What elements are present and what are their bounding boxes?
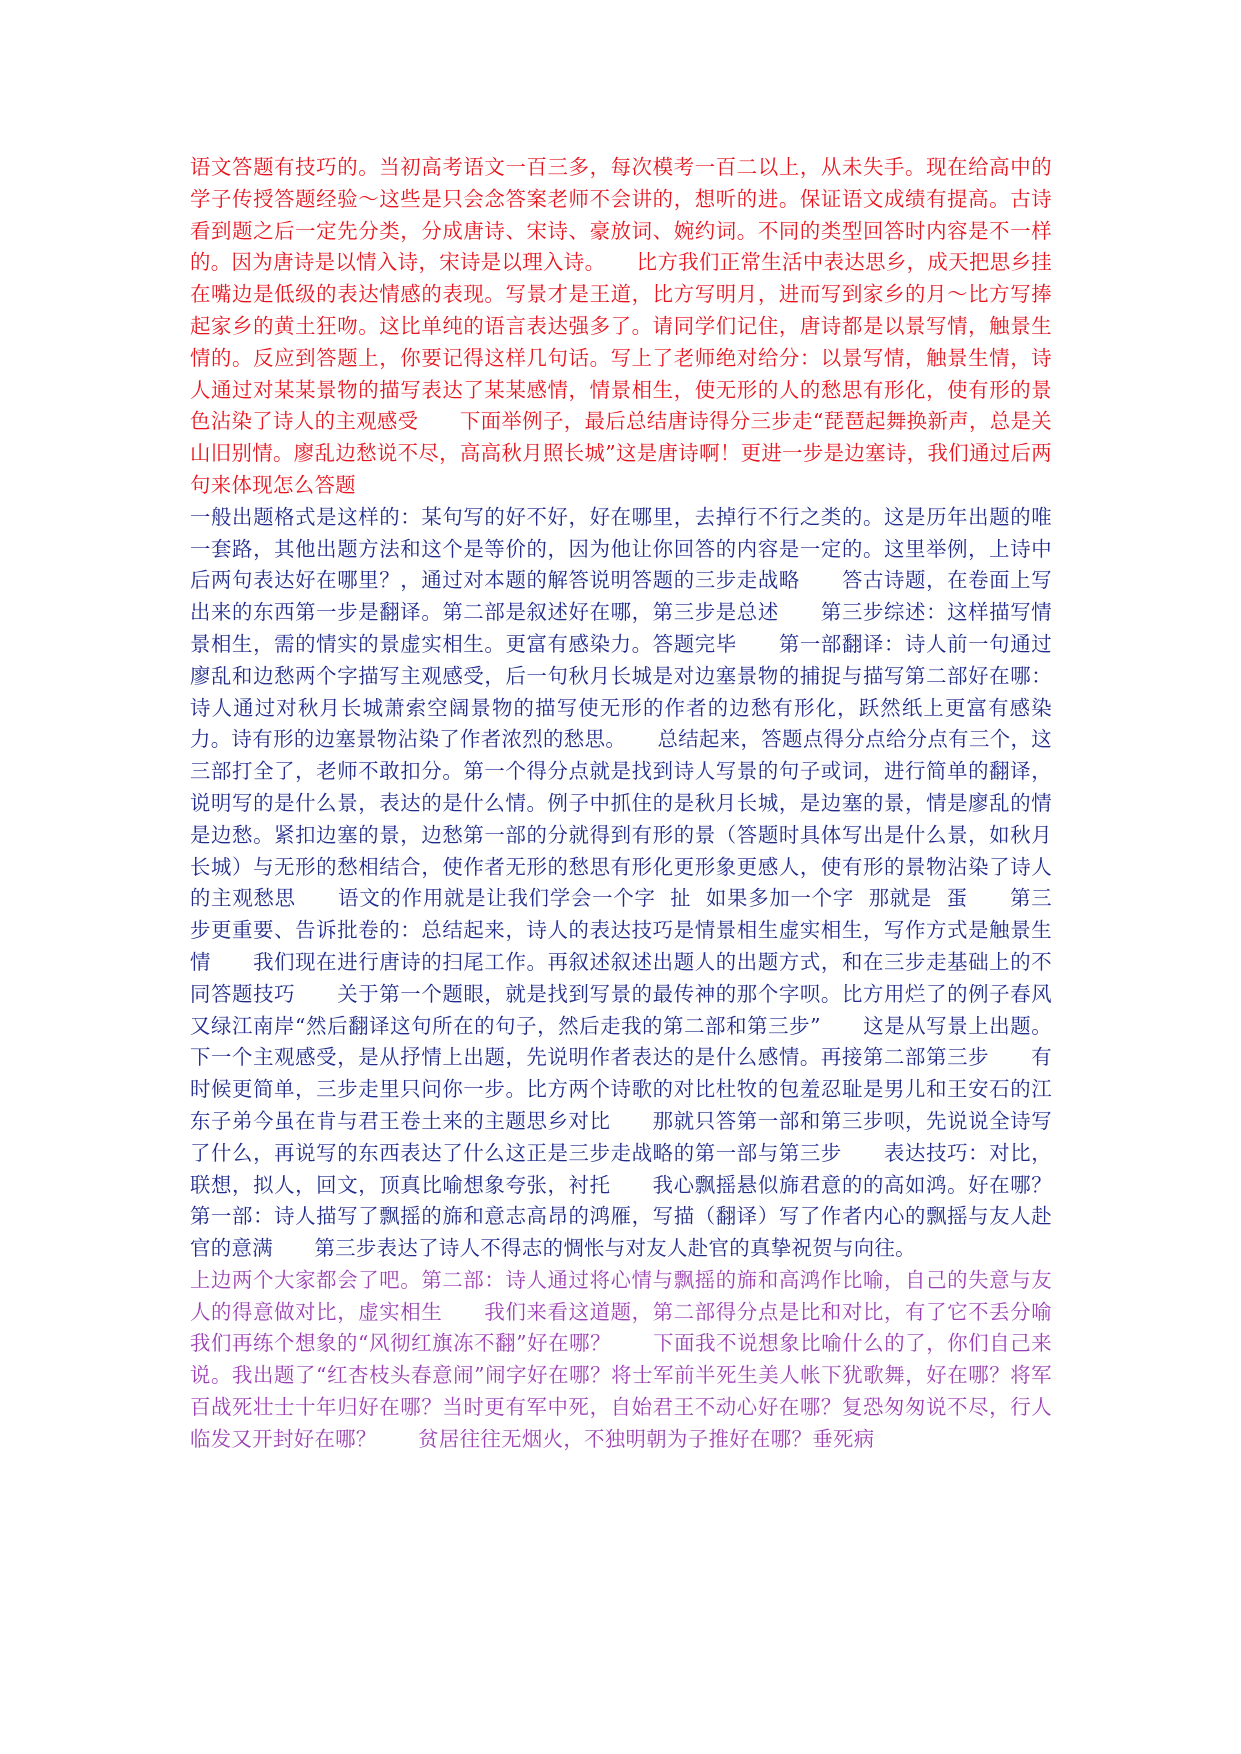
paragraph-practice-questions: 上边两个大家都会了吧。第二部：诗人通过将心情与飘摇的旆和高鸿作比喻，自己的失意与友人的得意做对比，虚实相生 我们来看这道题，第二部得分点是比和对比，有了它不丢分喻 我们再练个想象的“风彻红旗冻不翻”好在哪？ 下面我不说想象比喻什么的了，你们自己来说。我出题了“红杏枝头春意闹”闹字好在哪？将士军前半死生美人帐下犹歌舞，好在哪？将军百战死壮士十年归好在哪？当时更有军中死，自始君王不动心好在哪？复恐匆匆说不尽，行人临发又开封好在哪？ 贫居往往无烟火，不独明朝为子推好在哪？垂死病 [190, 1267, 1094, 1451]
paragraph-answer-method: 一般出题格式是这样的：某句写的好不好，好在哪里，去掉行不行之类的。这是历年出题的唯一套路，其他出题方法和这个是等价的，因为他让你回答的内容是一定的。这里举例，上诗中后两句表达好在哪里？，通过对本题的解答说明答题的三步走战略 答古诗题，在卷面上写出来的东西第一步是翻译。第二部是叙述好在哪，第三步是总述 第三步综述：这样描写情景相生，需的情实的景虚实相生。更富有感染力。答题完毕 第一部翻译：诗人前一句通过廖乱和边愁两个字描写主观感受，后一句秋月长城是对边塞景物的捕捉与描写第二部好在哪：诗人通过对秋月长城萧索空阔景物的描写使无形的作者的边愁有形化，跃然纸上更富有感染力。诗有形的边塞景物沾染了作者浓烈的愁思。 总结起来，答题点得分点给分点有三个，这三部打全了，老师不敢扣分。第一个得分点就是找到诗人写景的句子或词，进行简单的翻译，说明写的是什么景，表达的是什么情。例子中抓住的是秋月长城，是边塞的景，情是廖乱的情是边愁。紧扣边塞的景，边愁第一部的分就得到有形的景（答题时具体写出是什么景，如秋月长城）与无形的愁相结合，使作者无形的愁思有形化更形象更感人，使有形的景物沾染了诗人的主观愁思 语文的作用就是让我们学会一个字 扯 如果多加一个字 那就是 蛋 第三步更重要、告诉批卷的：总结起来，诗人的表达技巧是情景相生虚实相生，写作方式是触景生情 我们现在进行唐诗的扫尾工作。再叙述叙述出题人的出题方式，和在三步走基础上的不同答题技巧 关于第一个题眼，就是找到写景的最传神的那个字呗。比方用烂了的例子春风又绿江南岸“然后翻译这句所在的句子，然后走我的第二部和第三步” 这是从写景上出题。下一个主观感受，是从抒情上出题，先说明作者表达的是什么感情。再接第二部第三步 有时候更简单，三步走里只问你一步。比方两个诗歌的对比杜牧的包羞忍耻是男儿和王安石的江东子弟今虽在肯与君王卷土来的主题思乡对比 那就只答第一部和第三步呗，先说说全诗写了什么，再说写的东西表达了什么这正是三步走战略的第一部与第三步 表达技巧：对比，联想，拟人，回文，顶真比喻想象夸张，衬托 我心飘摇悬似旆君意的的高如鸿。好在哪？第一部：诗人描写了飘摇的旆和意志高昂的鸿雁，写描（翻译）写了作者内心的飘摇与友人赴官的意满 第三步表达了诗人不得志的惆怅与对友人赴官的真挚祝贺与向往。 [190, 504, 1052, 1261]
paragraph-intro-tang-poetry: 语文答题有技巧的。当初高考语文一百三多，每次模考一百二以上，从未失手。现在给高中的学子传授答题经验～这些是只会念答案老师不会讲的，想听的进。保证语文成绩有提高。古诗看到题之后一定先分类，分成唐诗、宋诗、豪放词、婉约词。不同的类型回答时内容是不一样的。因为唐诗是以情入诗，宋诗是以理入诗。 比方我们正常生活中表达思乡，成天把思乡挂在嘴边是低级的表达情感的表现。写景才是王道，比方写明月，进而写到家乡的月～比方写捧起家乡的黄土狂吻。这比单纯的语言表达强多了。请同学们记住，唐诗都是以景写情，触景生情的。反应到答题上，你要记得这样几句话。写上了老师绝对给分：以景写情，触景生情，诗人通过对某某景物的描写表达了某某感情，情景相生，使无形的人的愁思有形化，使有形的景色沾染了诗人的主观感受 下面举例子，最后总结唐诗得分三步走“琵琶起舞换新声，总是关山旧别情。廖乱边愁说不尽，高高秋月照长城”这是唐诗啊！更进一步是边塞诗，我们通过后两句来体现怎么答题 [190, 155, 1052, 497]
document-page [190, 152, 1094, 1456]
